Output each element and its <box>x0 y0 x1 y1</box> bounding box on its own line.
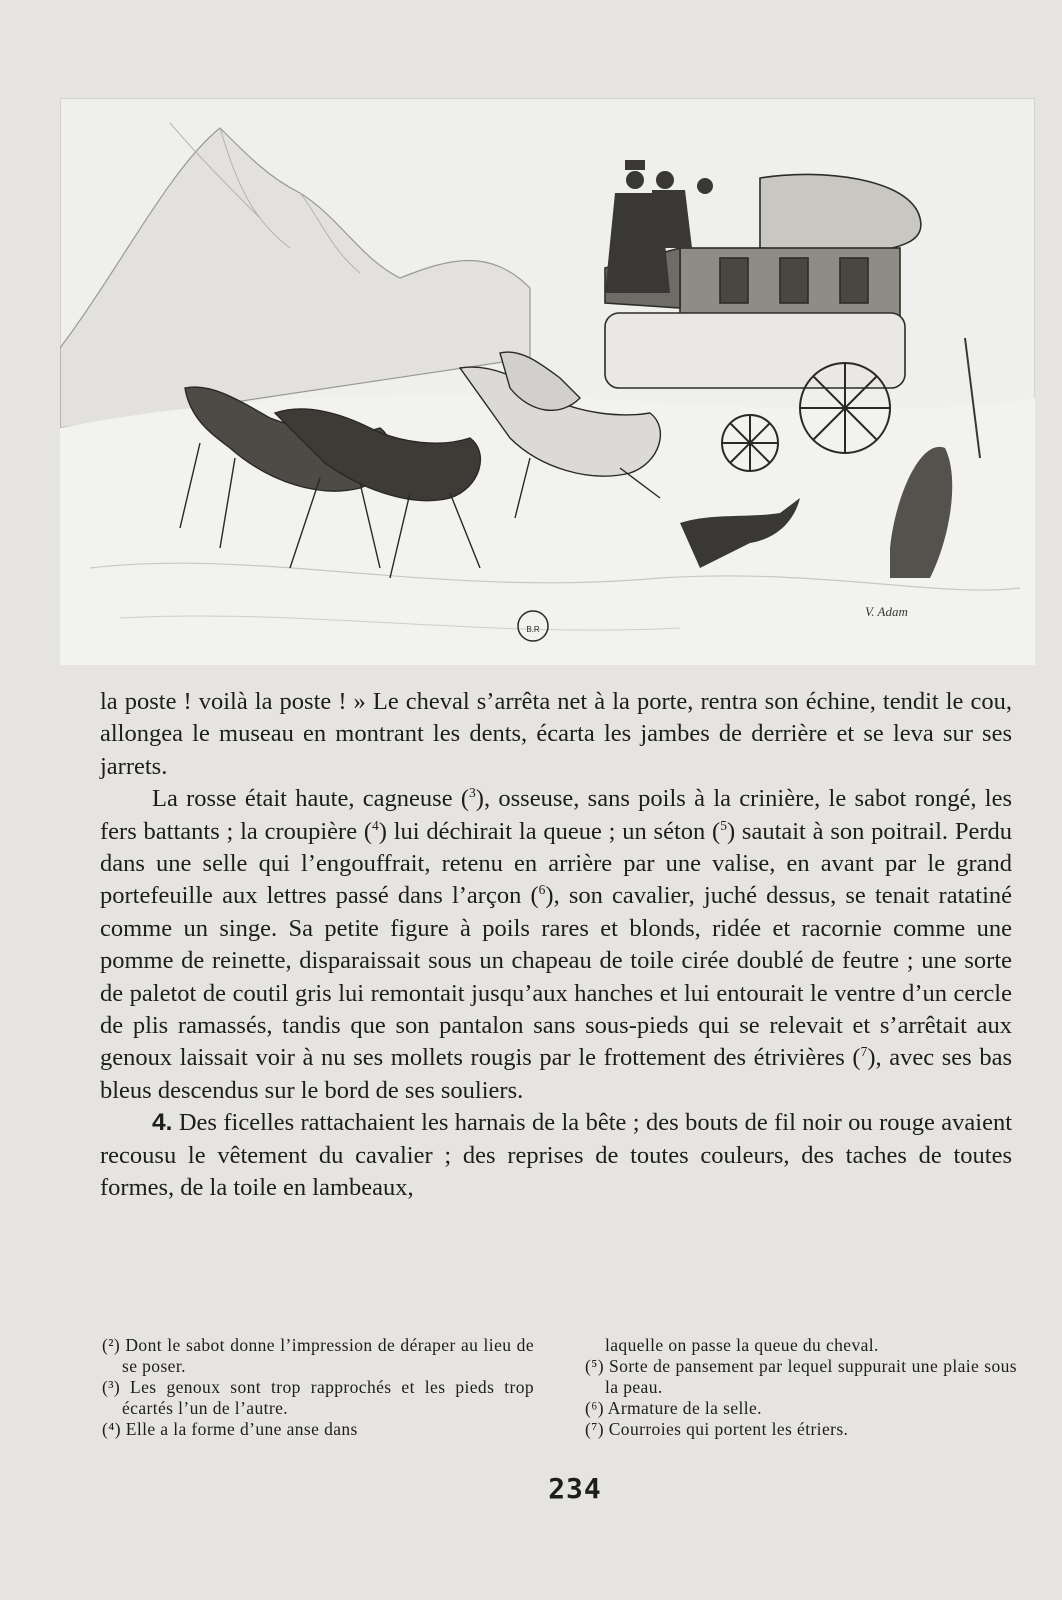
library-stamp-text: B.R <box>526 625 540 634</box>
footnote-marker: (⁴) <box>102 1419 126 1439</box>
paragraph-4-text: Des ficelles rattachaient les harnais de la bête ; des bouts de fil noir ou rouge avaient recousu le vêtement du cavalier ; des reprises de toutes couleurs, des taches de toutes formes, de la toile en lambeaux, <box>100 1109 1012 1202</box>
footnote-ref-5: 5 <box>720 817 727 833</box>
footnote-marker: (²) <box>102 1335 126 1355</box>
paragraph-segment: La rosse était haute, cagneuse ( <box>152 785 470 813</box>
paragraph-segment: ), osseuse, sans poils à la crinière, le sabot rongé, les fers battants ; la croupière ( <box>100 785 1013 845</box>
footnote-text: Les genoux sont trop rapprochés et les pieds trop écartés l’un de l’autre. <box>122 1377 534 1418</box>
footnote-item <box>585 1419 1017 1440</box>
footnote-item <box>102 1419 534 1440</box>
footnote-ref-3: 3 <box>469 785 476 801</box>
artist-signature: V. Adam <box>865 604 908 619</box>
footnotes-right-column <box>585 1335 1017 1440</box>
paragraph-4 <box>100 1107 1012 1204</box>
footnote-text: Elle a la forme d’une anse dans <box>125 1419 358 1439</box>
illustration-stagecoach <box>60 98 1035 665</box>
footnote-item <box>102 1377 534 1419</box>
footnotes-right-list <box>585 1356 1017 1440</box>
footnote-marker: (³) <box>102 1377 131 1397</box>
footnote-text: Dont le sabot donne l’impression de déraper au lieu de se poser. <box>122 1335 534 1376</box>
footnote-item <box>102 1335 534 1377</box>
paragraph-segment: ) sautait à son poitrail. Perdu dans une selle qui l’engouffrait, retenu en arrière par une valise, en avant par le grand portefeuille aux lettres passé dans l’arçon ( <box>100 817 1012 910</box>
stagecoach-drawing <box>60 98 1035 665</box>
paragraph-continuation: la poste ! voilà la poste ! » Le cheval s’arrêta net à la porte, rentra son échine, tendit le cou, allongea le museau en montrant les dents, écarta les jambes de derrière et se leva sur ses jarrets. <box>100 688 1012 780</box>
footnote-marker: (⁷) <box>585 1419 609 1439</box>
paragraph-segment: ) lui déchirait la queue ; un séton ( <box>378 817 721 845</box>
footnote-continuation: laquelle on passe la queue du cheval. <box>605 1335 879 1355</box>
paragraph-rosse <box>100 783 1012 1107</box>
footnote-marker: (⁶) <box>585 1398 608 1418</box>
footnote-ref-6: 6 <box>538 882 546 898</box>
footnote-ref-4: 4 <box>372 817 379 833</box>
footnote-text: Armature de la selle. <box>607 1398 762 1418</box>
paragraph-number: 4. <box>152 1109 173 1137</box>
footnote-text: Courroies qui portent les étriers. <box>608 1419 849 1439</box>
footnote-text: Sorte de pansement par lequel suppurait une plaie sous la peau. <box>605 1356 1018 1397</box>
page-number: 234 <box>548 1472 602 1505</box>
footnote-item <box>585 1398 1017 1419</box>
body-text <box>100 686 1012 1205</box>
footnotes-left-column <box>102 1335 534 1440</box>
paragraph-segment: ), avec ses bas bleus descendus sur le bord de ses souliers. <box>100 1044 1012 1104</box>
paragraph-segment: ), son cavalier, juché dessus, se tenait ratatiné comme un singe. Sa petite figure à poils rares et blonds, ridée et racornie comme une pomme de reinette, disparaissait sous un chapeau de toile cirée doublé de feutre ; une sorte de paletot de coutil gris lui remontait jusqu’aux hanches et lui entourait le ventre d’un cercle de plis ramassés, tandis que son pantalon sans sous-pieds qui se relevait et s’arrêtait aux genoux laissait voir à nu ses mollets rougis par le frottement des étrivières ( <box>100 882 1012 1072</box>
footnote-item <box>585 1356 1017 1398</box>
footnote-marker: (⁵) <box>585 1356 610 1376</box>
footnote-ref-7: 7 <box>860 1044 868 1060</box>
